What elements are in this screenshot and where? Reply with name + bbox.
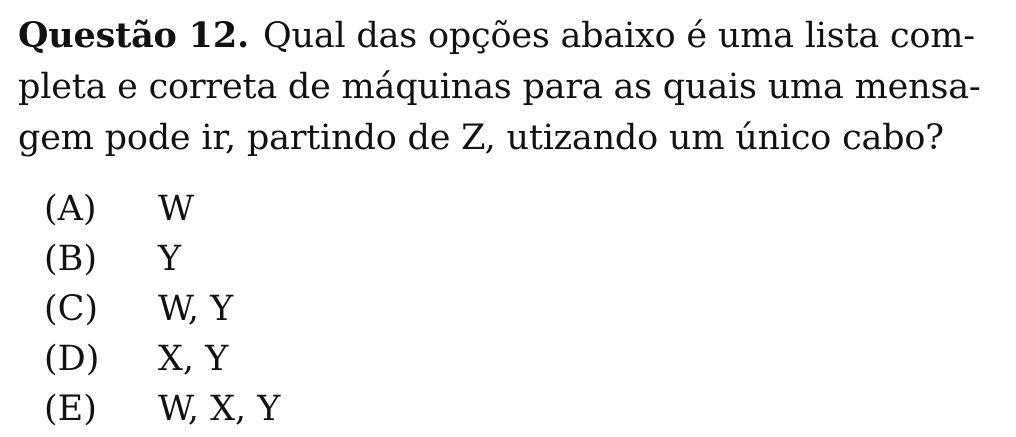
option-d[interactable] — [44, 334, 280, 384]
option-text: X, Y — [158, 339, 229, 379]
question-line-1-text: Qual das opções abaixo é uma lista com- — [262, 16, 975, 56]
option-letter: (E) — [44, 389, 97, 429]
option-text: W — [158, 189, 194, 229]
question-line-2: pleta e correta de máquinas para as quais uma mensa- — [18, 67, 981, 107]
option-letter: (C) — [44, 289, 99, 329]
option-letter: (D) — [44, 339, 100, 379]
option-text: W, X, Y — [158, 389, 281, 429]
question-line-3: gem pode ir, partindo de Z, utizando um único cabo? — [18, 118, 944, 158]
option-text: Y — [158, 239, 182, 279]
question-line-1 — [18, 10, 1004, 62]
option-text: W, Y — [158, 289, 234, 329]
question-label: Questão 12. — [18, 15, 249, 56]
option-c[interactable] — [44, 284, 280, 334]
question-text — [18, 10, 1004, 164]
option-b[interactable] — [44, 234, 280, 284]
option-a[interactable] — [44, 184, 280, 234]
answer-options — [44, 184, 280, 434]
option-e[interactable] — [44, 384, 280, 434]
option-letter: (B) — [44, 239, 98, 279]
option-letter: (A) — [44, 189, 97, 229]
